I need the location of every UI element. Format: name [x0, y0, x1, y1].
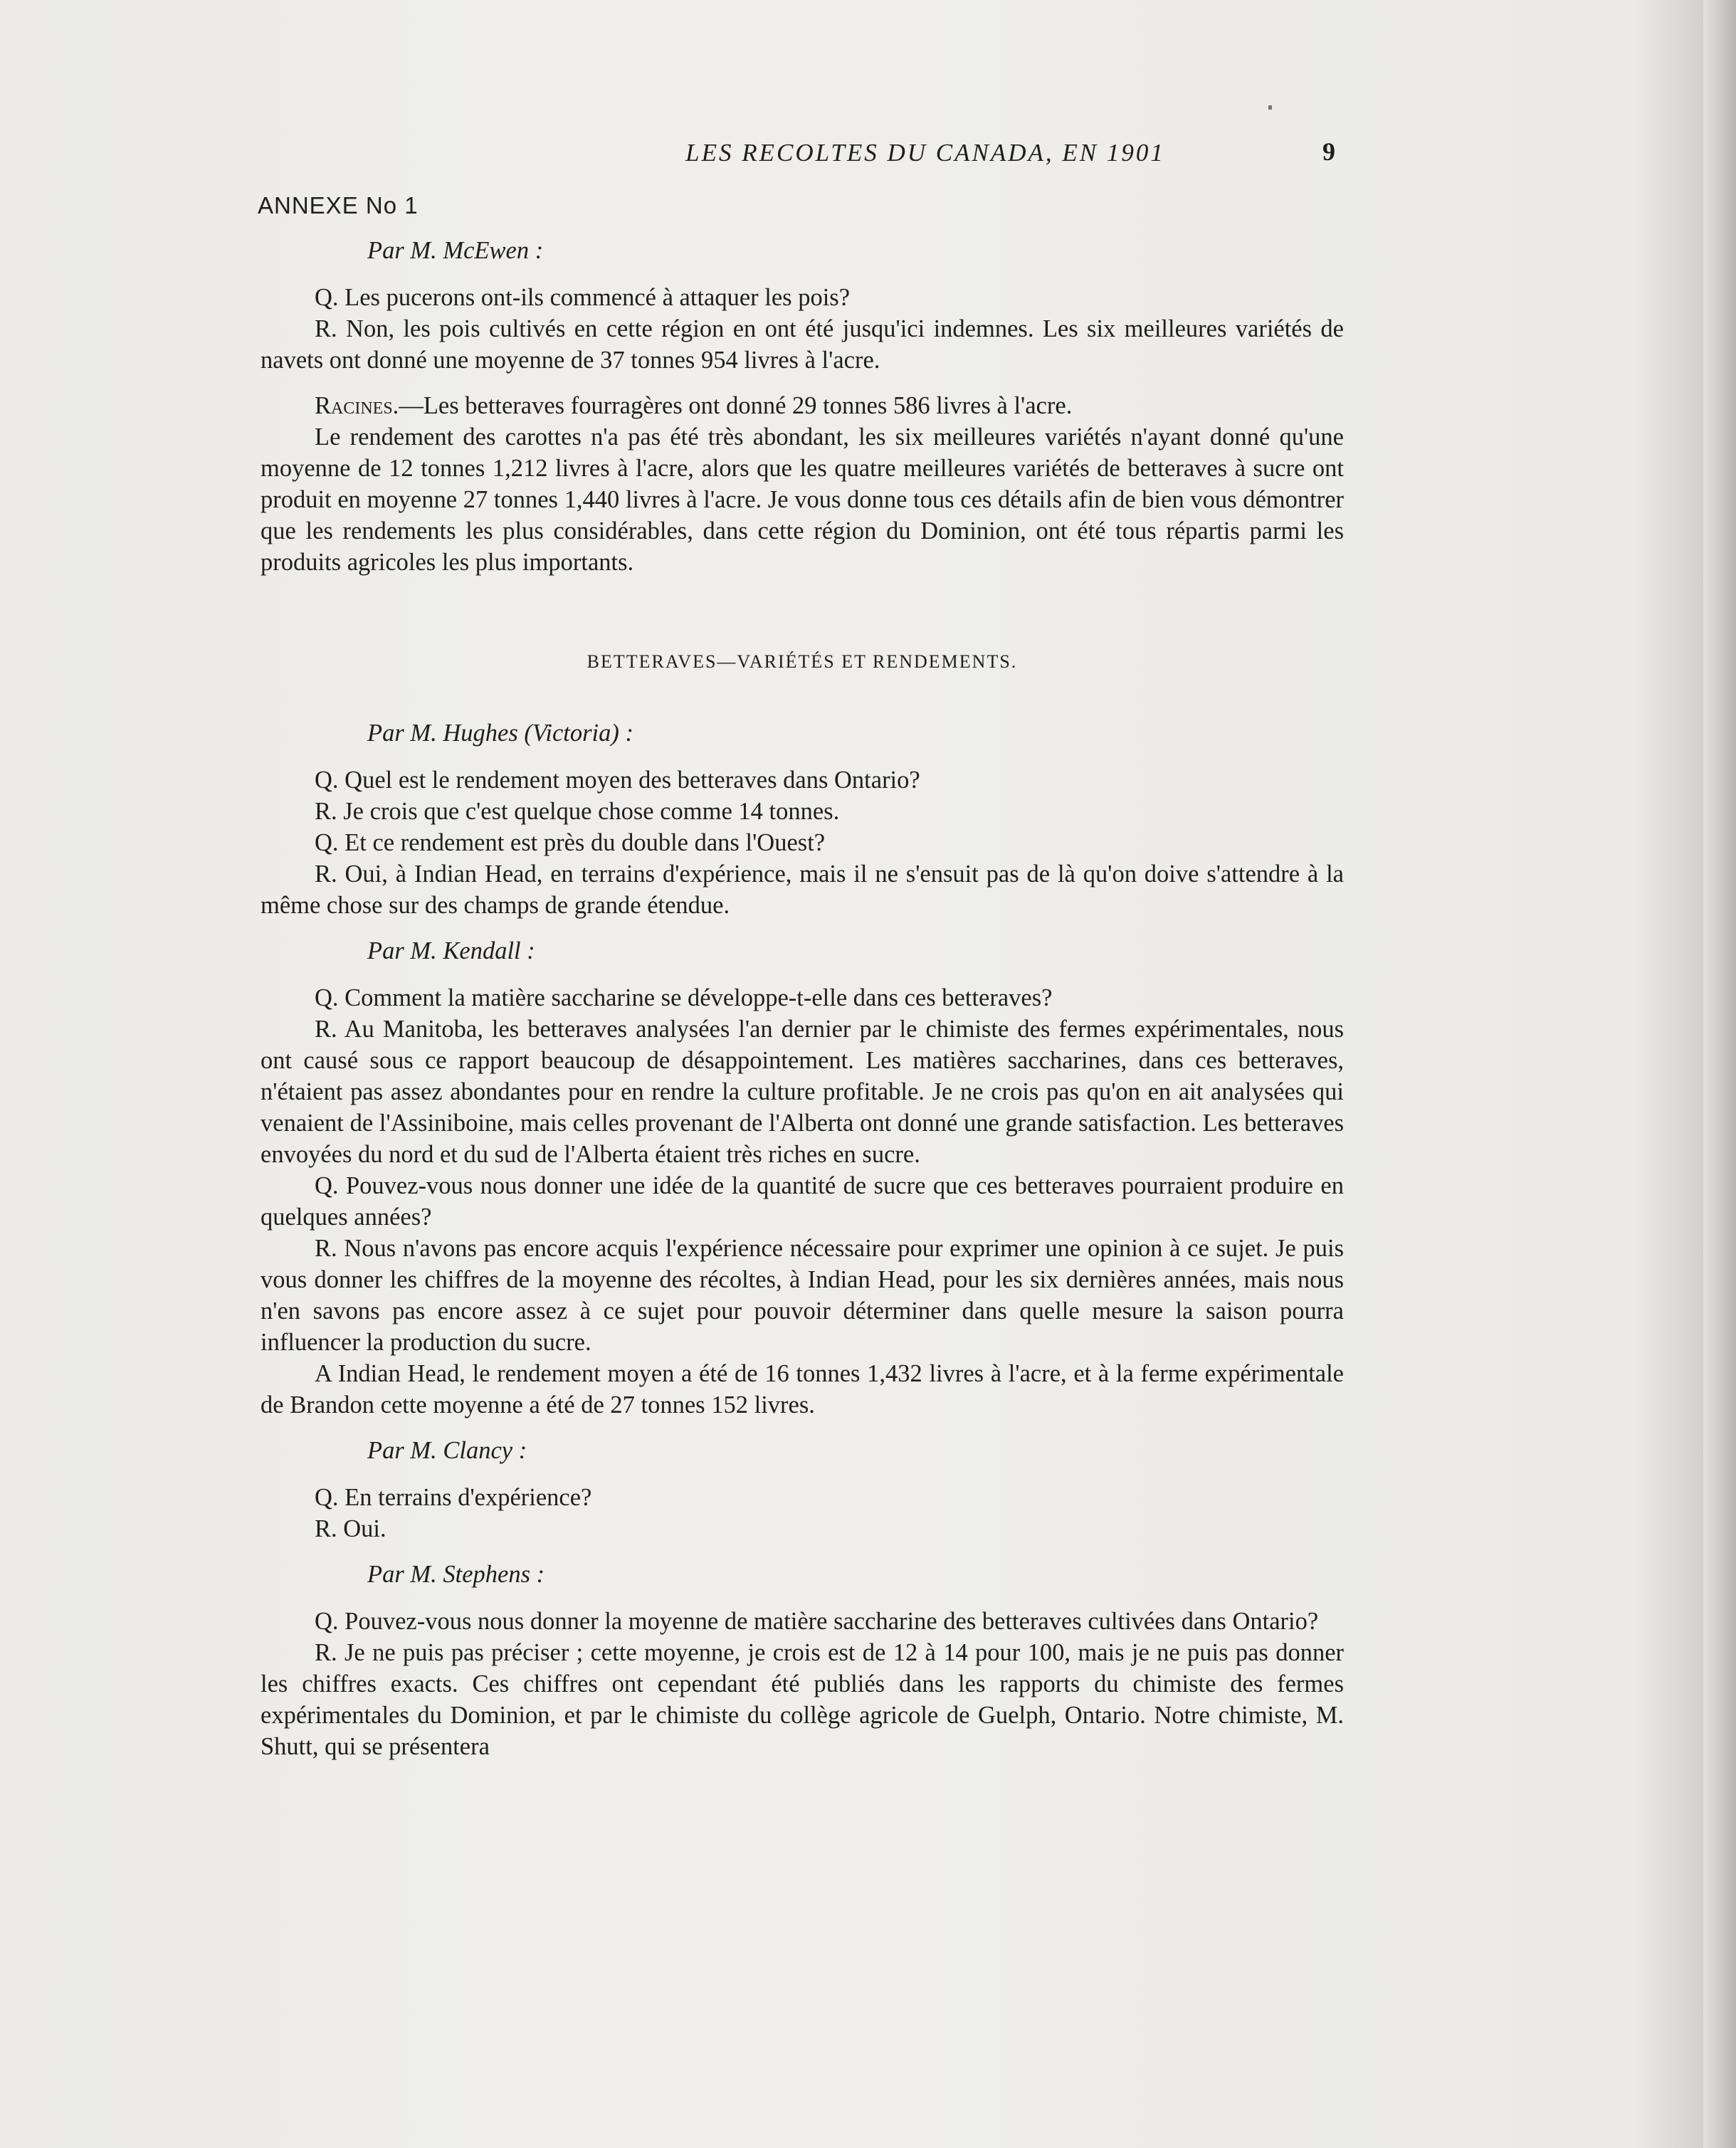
paragraph: Q. Pouvez-vous nous donner la moyenne de matière saccharine des betteraves cultivées dans Ontario? [315, 1608, 1319, 1635]
annexe-label: ANNEXE No 1 [258, 192, 419, 219]
page-edge-shadow [1703, 0, 1736, 2148]
paragraph: R. Non, les pois cultivés en cette région en ont été jusqu'ici indemnes. Les six meilleures variétés de navets ont donné une moyenne de 37 tonnes 954 livres à l'acre. [261, 315, 1344, 374]
speaker-heading: Par M. Hughes (Victoria) : [367, 720, 633, 747]
paragraph: Q. Et ce rendement est près du double dans l'Ouest? [315, 829, 826, 856]
paragraph: Q. En terrains d'expérience? [315, 1484, 592, 1511]
paragraph: R. Oui, à Indian Head, en terrains d'expérience, mais il ne s'ensuit pas de là qu'on doive s'attendre à la même chose sur des champs de grande étendue. [261, 860, 1344, 919]
document-body [261, 235, 1344, 1762]
running-header-title: LES RECOLTES DU CANADA, EN 1901 [685, 139, 1165, 167]
paragraph: R. Je ne puis pas préciser ; cette moyenne, je crois est de 12 à 14 pour 100, mais je ne puis pas donner les chiffres exacts. Ces chiffres ont cependant été publiés dans les rapports du chimiste des fermes expérimentales du Dominion, et par le chimiste du collège agricole de Guelph, Ontario. Notre chimiste, M. Shutt, qui se présentera [261, 1639, 1344, 1760]
racines-text: —Les betteraves fourragères ont donné 29 tonnes 586 livres à l'acre. [399, 392, 1073, 419]
paragraph: R. Je crois que c'est quelque chose comme 14 tonnes. [315, 798, 840, 825]
paragraph: Le rendement des carottes n'a pas été très abondant, les six meilleures variétés n'ayant donné qu'une moyenne de 12 tonnes 1,212 livres à l'acre, alors que les quatre meilleures variétés de betteraves à sucre ont produit en moyenne 27 tonnes 1,440 livres à l'acre. Je vous donne tous ces détails afin de bien vous démontrer que les rendements les plus considérables, dans cette région du Dominion, ont été tous répartis parmi les produits agricoles les plus importants. [261, 423, 1344, 576]
speaker-heading: Par M. Kendall : [367, 937, 535, 964]
paragraph-racines [261, 390, 1344, 421]
paragraph: Q. Les pucerons ont-ils commencé à attaquer les pois? [315, 284, 851, 311]
paragraph: Q. Pouvez-vous nous donner une idée de la quantité de sucre que ces betteraves pourraient produire en quelques années? [261, 1172, 1344, 1231]
page-number: 9 [1322, 137, 1335, 166]
speaker-heading: Par M. Clancy : [367, 1437, 527, 1464]
speaker-heading: Par M. Stephens : [367, 1561, 545, 1588]
paragraph: R. Au Manitoba, les betteraves analysées l'an dernier par le chimiste des fermes expérimentales, nous ont causé sous ce rapport beaucoup de désappointement. Les matières saccharines, dans ces betteraves, n'étaient pas assez abondantes pour en rendre la culture profitable. Je ne crois pas qu'on en ait analysées qui venaient de l'Assiniboine, mais celles provenant de l'Alberta ont donné une grande satisfaction. Les betteraves envoyées du nord et du sud de l'Alberta étaient très riches en sucre. [261, 1016, 1344, 1168]
paragraph: Q. Comment la matière saccharine se développe-t-elle dans ces betteraves? [315, 984, 1053, 1011]
section-heading: BETTERAVES—VARIÉTÉS ET RENDEMENTS. [586, 651, 1018, 672]
paragraph: A Indian Head, le rendement moyen a été de 16 tonnes 1,432 livres à l'acre, et à la ferme expérimentale de Brandon cette moyenne a été de 27 tonnes 152 livres. [261, 1360, 1344, 1418]
speaker-heading: Par M. McEwen : [367, 237, 544, 264]
paragraph: R. Nous n'avons pas encore acquis l'expérience nécessaire pour exprimer une opinion à ce sujet. Je puis vous donner les chiffres de la moyenne des récoltes, à Indian Head, pour les six dernières années, mais nous n'en savons pas encore assez à ce sujet pour pouvoir déterminer dans quelle mesure la saison pourra influencer la production du sucre. [261, 1235, 1344, 1356]
speck-mark [1268, 105, 1272, 110]
paragraph: R. Oui. [315, 1515, 386, 1542]
racines-heading: Racines. [315, 392, 399, 419]
paragraph: Q. Quel est le rendement moyen des betteraves dans Ontario? [315, 767, 920, 794]
